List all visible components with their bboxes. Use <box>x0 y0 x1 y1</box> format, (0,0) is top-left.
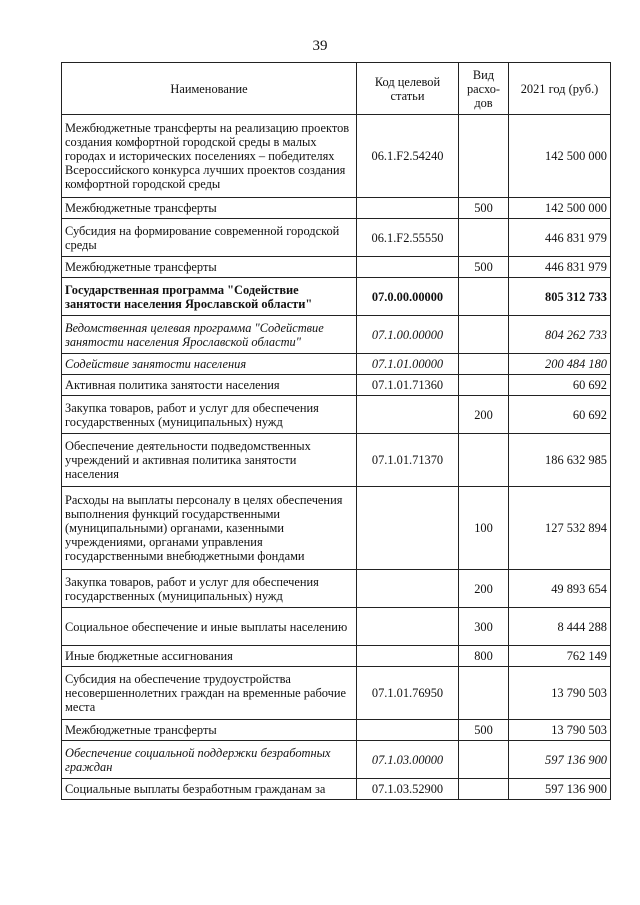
row-type <box>459 434 509 487</box>
page-number: 39 <box>312 38 328 54</box>
row-type: 500 <box>459 198 509 219</box>
row-type <box>459 219 509 257</box>
row-code <box>357 198 459 219</box>
row-name: Межбюджетные трансферты <box>62 198 357 219</box>
row-name: Содействие занятости населения <box>62 354 357 375</box>
row-name: Обеспечение деятельности подведомственных учреждений и активная политика занятости населения <box>62 434 357 487</box>
row-name: Иные бюджетные ассигнования <box>62 646 357 667</box>
table-row <box>62 219 611 257</box>
row-type <box>459 354 509 375</box>
budget-table <box>61 62 611 800</box>
row-name: Расходы на выплаты персоналу в целях обеспечения выполнения функций государственными (муниципальными) органами, казенными учреждениями, органами управления государственными внебюджетными фондами <box>62 487 357 570</box>
row-code <box>357 646 459 667</box>
table-row <box>62 375 611 396</box>
table-row-subprogram <box>62 354 611 375</box>
row-code: 07.1.01.71370 <box>357 434 459 487</box>
row-type <box>459 278 509 316</box>
table-row <box>62 198 611 219</box>
row-name: Межбюджетные трансферты на реализацию проектов создания комфортной городской среды в малых городах и исторических поселениях – победителях Всероссийского конкурса лучших проектов создания комфортной городской среды <box>62 115 357 198</box>
table-row-program <box>62 278 611 316</box>
row-type: 100 <box>459 487 509 570</box>
table-row-subprogram <box>62 741 611 779</box>
row-type <box>459 779 509 800</box>
row-name: Ведомственная целевая программа "Содействие занятости населения Ярославской области" <box>62 316 357 354</box>
row-sum: 49 893 654 <box>509 570 611 608</box>
row-type: 300 <box>459 608 509 646</box>
row-name: Социальные выплаты безработным гражданам за <box>62 779 357 800</box>
header-type: Вид расхо-дов <box>459 63 509 115</box>
row-sum: 597 136 900 <box>509 779 611 800</box>
row-sum: 13 790 503 <box>509 720 611 741</box>
row-name: Активная политика занятости населения <box>62 375 357 396</box>
row-sum: 805 312 733 <box>509 278 611 316</box>
row-name: Субсидия на обеспечение трудоустройства несовершеннолетних граждан на временные рабочие места <box>62 667 357 720</box>
row-code <box>357 570 459 608</box>
table-row <box>62 667 611 720</box>
row-sum: 597 136 900 <box>509 741 611 779</box>
row-type <box>459 316 509 354</box>
row-name: Социальное обеспечение и иные выплаты населению <box>62 608 357 646</box>
row-code: 07.1.01.76950 <box>357 667 459 720</box>
row-code: 07.1.01.71360 <box>357 375 459 396</box>
row-sum: 8 444 288 <box>509 608 611 646</box>
table-row <box>62 646 611 667</box>
table-row <box>62 487 611 570</box>
row-name: Межбюджетные трансферты <box>62 720 357 741</box>
row-type: 800 <box>459 646 509 667</box>
table-row <box>62 779 611 800</box>
row-sum: 200 484 180 <box>509 354 611 375</box>
row-name: Закупка товаров, работ и услуг для обеспечения государственных (муниципальных) нужд <box>62 396 357 434</box>
table-row <box>62 570 611 608</box>
row-type: 200 <box>459 396 509 434</box>
row-name: Обеспечение социальной поддержки безработных граждан <box>62 741 357 779</box>
row-code: 07.1.03.52900 <box>357 779 459 800</box>
row-code: 06.1.F2.54240 <box>357 115 459 198</box>
row-code: 07.1.00.00000 <box>357 316 459 354</box>
row-code: 07.1.03.00000 <box>357 741 459 779</box>
row-type <box>459 741 509 779</box>
header-name: Наименование <box>62 63 357 115</box>
row-sum: 762 149 <box>509 646 611 667</box>
row-sum: 804 262 733 <box>509 316 611 354</box>
row-type <box>459 667 509 720</box>
row-sum: 142 500 000 <box>509 198 611 219</box>
row-type <box>459 115 509 198</box>
row-sum: 127 532 894 <box>509 487 611 570</box>
table-row <box>62 396 611 434</box>
row-code: 07.1.01.00000 <box>357 354 459 375</box>
header-sum: 2021 год (руб.) <box>509 63 611 115</box>
row-sum: 60 692 <box>509 396 611 434</box>
table-row <box>62 257 611 278</box>
row-name: Закупка товаров, работ и услуг для обеспечения государственных (муниципальных) нужд <box>62 570 357 608</box>
table-row <box>62 608 611 646</box>
table-row-subprogram <box>62 316 611 354</box>
row-type <box>459 375 509 396</box>
row-sum: 446 831 979 <box>509 219 611 257</box>
row-code <box>357 608 459 646</box>
table-row <box>62 720 611 741</box>
row-name: Государственная программа "Содействие занятости населения Ярославской области" <box>62 278 357 316</box>
row-name: Межбюджетные трансферты <box>62 257 357 278</box>
row-sum: 186 632 985 <box>509 434 611 487</box>
table-header-row <box>62 63 611 115</box>
row-code: 07.0.00.00000 <box>357 278 459 316</box>
row-type: 500 <box>459 257 509 278</box>
row-code: 06.1.F2.55550 <box>357 219 459 257</box>
row-code <box>357 396 459 434</box>
table-row <box>62 115 611 198</box>
row-type: 500 <box>459 720 509 741</box>
row-name: Субсидия на формирование современной городской среды <box>62 219 357 257</box>
row-sum: 60 692 <box>509 375 611 396</box>
row-sum: 446 831 979 <box>509 257 611 278</box>
header-code: Код целевой статьи <box>357 63 459 115</box>
row-sum: 142 500 000 <box>509 115 611 198</box>
row-code <box>357 487 459 570</box>
row-sum: 13 790 503 <box>509 667 611 720</box>
row-code <box>357 720 459 741</box>
row-code <box>357 257 459 278</box>
row-type: 200 <box>459 570 509 608</box>
table-row <box>62 434 611 487</box>
